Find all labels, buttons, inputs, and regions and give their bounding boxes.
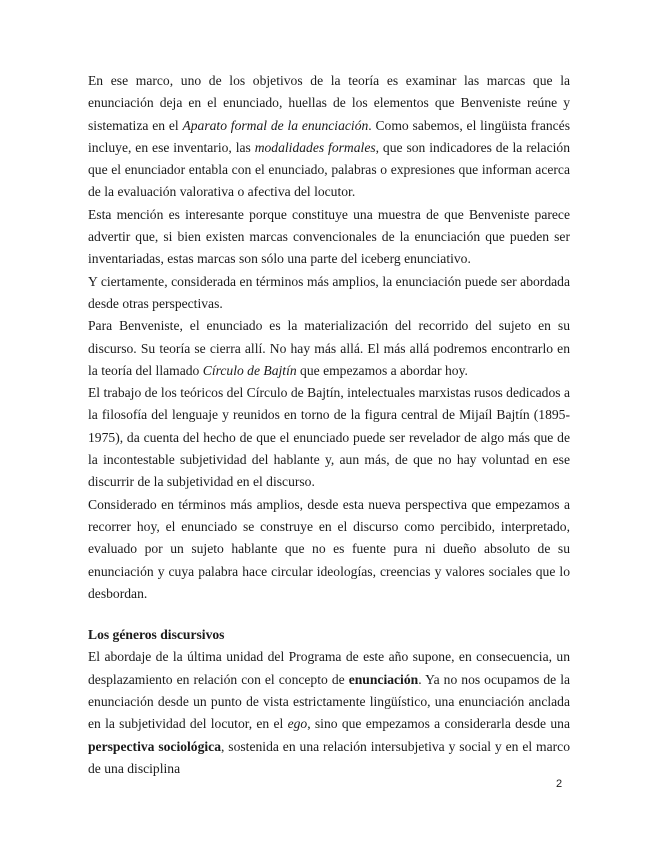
text-run: Para Benveniste, el enunciado es la materialización del recorrido del sujeto en su discurso. Su teoría se cierra allí. No hay más allá. El más allá podremos encontrarlo en la teoría del llamado bbox=[88, 318, 570, 378]
text-run: , sino que empezamos a considerarla desde una bbox=[307, 716, 570, 732]
section-paragraph bbox=[88, 646, 570, 780]
text-run: Esta mención es interesante porque constituye una muestra de que Benveniste parece advertir que, si bien existen marcas convencionales de la enunciación que pueden ser inventariadas, estas marcas son sólo una parte del iceberg enunciativo. bbox=[88, 206, 570, 267]
paragraph-4 bbox=[88, 315, 570, 382]
paragraph-1 bbox=[88, 70, 570, 204]
text-run: , sostenida en una relación intersubjetiva y social y en el marco de una disciplina bbox=[88, 738, 570, 776]
paragraph-2 bbox=[88, 204, 570, 271]
bold-run: perspectiva sociológica bbox=[88, 738, 222, 754]
text-run: , que son indicadores de la relación que el enunciador entabla con el enunciado, palabras o expresiones que informan acerca de la evaluación valorativa o afectiva del locutor. bbox=[88, 139, 570, 200]
paragraph-6 bbox=[88, 494, 570, 605]
text-run: Considerado en términos más amplios, desde esta nueva perspectiva que empezamos a recorrer hoy, el enunciado se construye en el discurso como percibido, interpretado, evaluado por un sujeto hablante que no es fuente pura ni dueño absoluto de su enunciación y cuya palabra hace circular ideologías, creencias y valores sociales que lo desbordan. bbox=[88, 496, 570, 601]
emphasis-run: Aparato formal de la enunciación bbox=[182, 117, 369, 133]
paragraph-5 bbox=[88, 382, 570, 493]
emphasis-run: modalidades formales bbox=[254, 139, 376, 155]
text-run: El trabajo de los teóricos del Círculo de Bajtín, intelectuales marxistas rusos dedicados a la filosofía del lenguaje y reunidos en torno de la figura central de Mijaíl Bajtín (1895-1975), da cuenta del hecho de que el enunciado puede ser revelador de algo más que de la incontestable subjetividad del hablante y, aun más, de que no hay voluntad en ese discurrir de la subjetividad en el discurso. bbox=[88, 385, 570, 490]
text-run: Y ciertamente, considerada en términos más amplios, la enunciación puede ser abordada desde otras perspectivas. bbox=[88, 273, 570, 311]
emphasis-run: ego bbox=[287, 716, 308, 732]
text-run: El abordaje de la última unidad del Programa de este año supone, en consecuencia, un desplazamiento en relación con el concepto de bbox=[88, 649, 570, 687]
document-page bbox=[88, 70, 570, 780]
emphasis-run: Círculo de Bajtín bbox=[202, 362, 297, 378]
text-run: . Como sabemos, el lingüista francés incluye, en ese inventario, las bbox=[88, 117, 571, 155]
section-heading: Los géneros discursivos bbox=[88, 627, 225, 643]
text-run: En ese marco, uno de los objetivos de la teoría es examinar las marcas que la enunciación deja en el enunciado, huellas de los elementos que Benveniste reúne y sistematiza en el bbox=[88, 73, 570, 133]
text-run: . Ya no nos ocupamos de la enunciación desde un punto de vista estrictamente lingüístico, una enunciación anclada en la subjetividad del locutor, en el bbox=[88, 671, 570, 732]
bold-run: enunciación bbox=[348, 671, 419, 687]
text-run: que empezamos a abordar hoy. bbox=[296, 362, 468, 378]
paragraph-3 bbox=[88, 271, 570, 316]
page-number: 2 bbox=[556, 778, 563, 790]
